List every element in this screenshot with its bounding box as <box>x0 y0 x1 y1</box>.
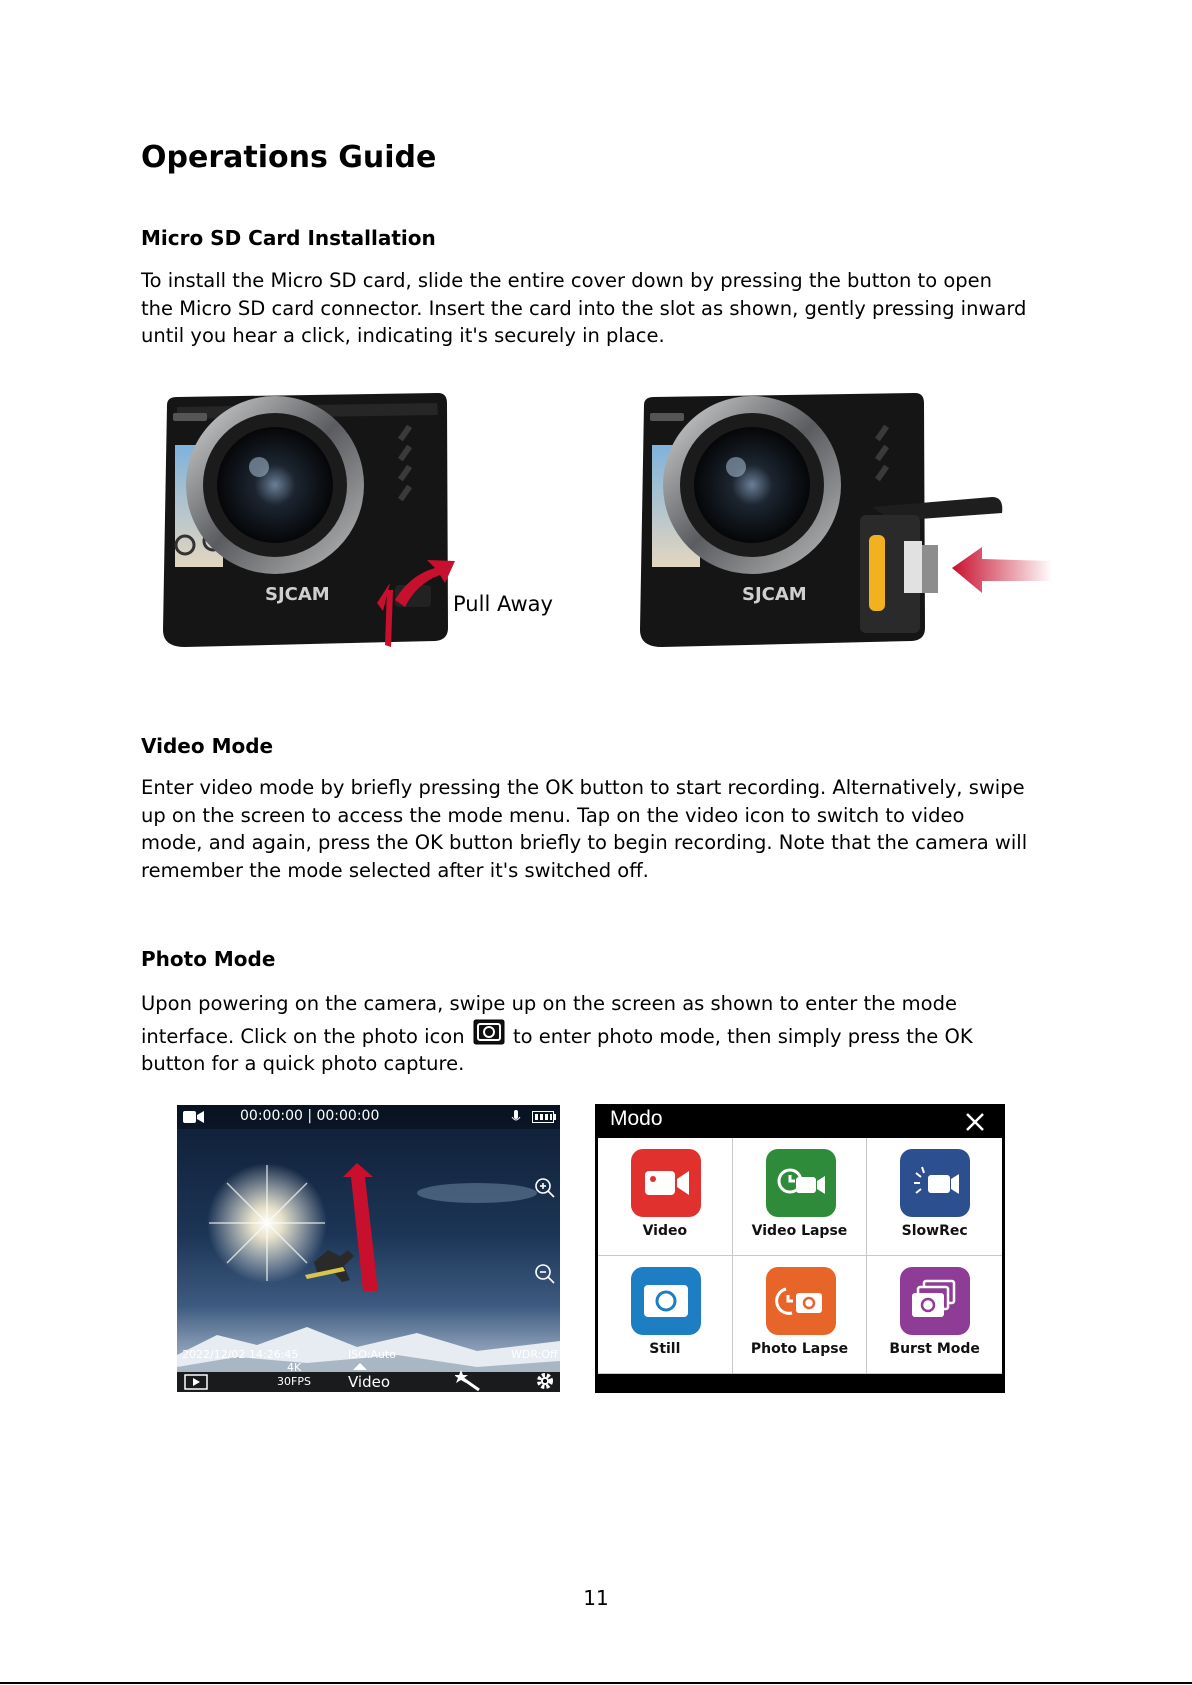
sd-line: the Micro SD card connector. Insert the card into the slot as shown, gently pressing inward <box>141 296 1027 320</box>
live-view-screenshot <box>177 1105 560 1392</box>
mode-grid <box>598 1138 1002 1374</box>
mode-menu-title: Modo <box>610 1107 663 1130</box>
section-title-sd: Micro SD Card Installation <box>141 226 436 250</box>
date-readout: 2022/12/02 <box>182 1348 246 1361</box>
video-camera-icon <box>183 1110 205 1124</box>
section-title-photo: Photo Mode <box>141 947 276 971</box>
wdr-readout: WDR:Off <box>511 1348 558 1361</box>
mode-item-burst-mode[interactable] <box>867 1256 1002 1374</box>
photo-paragraph <box>141 988 1061 1079</box>
magic-wand-icon[interactable] <box>455 1370 483 1392</box>
camera-icon <box>631 1267 701 1335</box>
video-line: Enter video mode by briefly pressing the OK button to start recording. Alternatively, swipe <box>141 776 1025 799</box>
video-line: remember the mode selected after it's switched off. <box>141 858 649 882</box>
mode-item-label: SlowRec <box>901 1223 968 1239</box>
video-line: up on the screen to access the mode menu. Tap on the video icon to switch to video <box>141 803 965 827</box>
playback-icon[interactable] <box>184 1374 208 1390</box>
bottom-rule <box>0 1682 1192 1684</box>
brand-logo: SJCAM <box>742 584 807 605</box>
mode-item-label: Still <box>649 1341 681 1357</box>
pull-away-label: Pull Away <box>453 592 553 616</box>
photo-mode-icon <box>473 1019 505 1045</box>
fps-readout: 30FPS <box>277 1375 311 1388</box>
mode-item-label: Video Lapse <box>751 1223 848 1239</box>
recording-timecode: 00:00:00 | 00:00:00 <box>240 1108 380 1124</box>
mode-item-label: Burst Mode <box>889 1341 980 1357</box>
video-camera-icon <box>631 1149 701 1217</box>
resolution-readout: 4K <box>287 1361 302 1374</box>
page-title: Operations Guide <box>141 140 437 175</box>
mode-item-slowrec[interactable] <box>867 1138 1002 1256</box>
photo-line-text: to enter photo mode, then simply press the OK <box>513 1025 973 1048</box>
mode-item-label: Photo Lapse <box>750 1341 849 1357</box>
time-readout: 14:26:45 <box>249 1348 299 1361</box>
slow-rec-icon <box>900 1149 970 1217</box>
sd-line: until you hear a click, indicating it's securely in place. <box>141 324 665 347</box>
mode-item-label: Video <box>642 1223 688 1239</box>
photo-lapse-icon <box>766 1267 836 1335</box>
mode-item-video[interactable] <box>598 1138 733 1256</box>
camera-open-illustration <box>632 385 1062 655</box>
page-number: 11 <box>583 1586 609 1610</box>
chevron-up-icon[interactable] <box>352 1362 368 1371</box>
microphone-icon <box>511 1110 521 1126</box>
video-lapse-icon <box>766 1149 836 1217</box>
mode-label[interactable]: Video <box>348 1373 391 1391</box>
close-icon[interactable] <box>965 1112 985 1132</box>
iso-readout: ISO:Auto <box>348 1348 396 1361</box>
gear-icon[interactable] <box>535 1371 555 1391</box>
video-paragraph <box>141 774 1061 884</box>
sd-paragraph <box>141 267 1061 350</box>
mode-item-still[interactable] <box>598 1256 733 1374</box>
mode-menu-screenshot <box>595 1104 1005 1393</box>
video-line: mode, and again, press the OK button briefly to begin recording. Note that the camera will <box>141 831 1028 854</box>
section-title-video: Video Mode <box>141 734 274 758</box>
mode-item-video-lapse[interactable] <box>733 1138 868 1256</box>
photo-line: button for a quick photo capture. <box>141 1052 465 1075</box>
burst-mode-icon <box>900 1267 970 1335</box>
sd-line: To install the Micro SD card, slide the entire cover down by pressing the button to open <box>141 269 992 292</box>
mode-item-photo-lapse[interactable] <box>733 1256 868 1374</box>
brand-logo: SJCAM <box>265 584 330 605</box>
photo-line-text: interface. Click on the photo icon <box>141 1025 465 1048</box>
battery-icon <box>532 1111 556 1123</box>
photo-line: Upon powering on the camera, swipe up on the screen as shown to enter the mode <box>141 992 957 1015</box>
